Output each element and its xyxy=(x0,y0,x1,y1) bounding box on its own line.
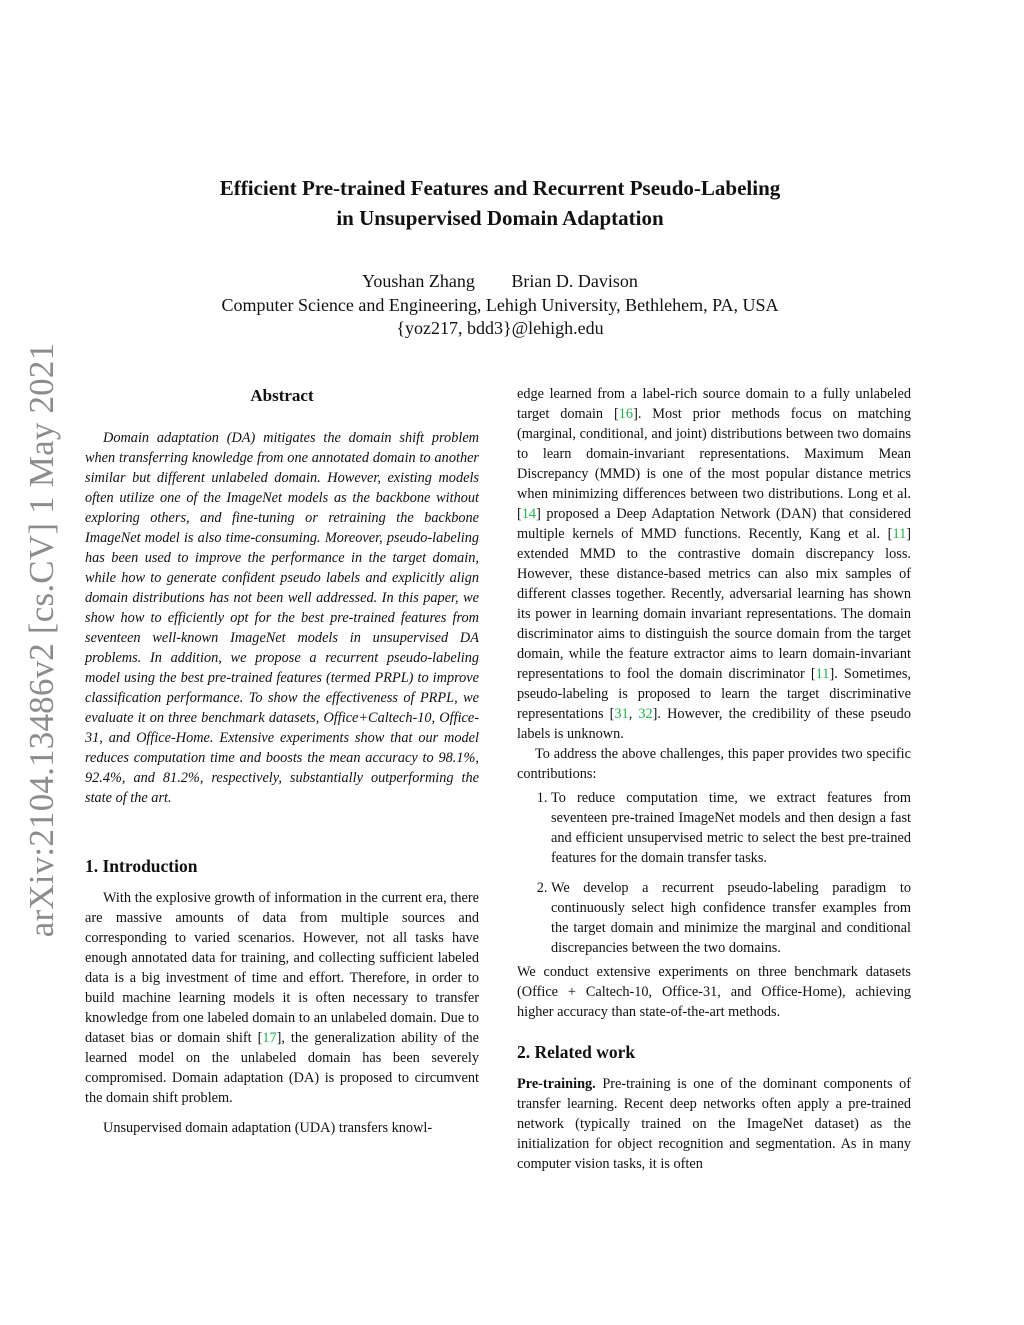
section-heading-related-work: 2. Related work xyxy=(517,1042,636,1062)
affiliation: Computer Science and Engineering, Lehigh University, Bethlehem, PA, USA xyxy=(221,294,779,315)
text-run: ] proposed a Deep Adaptation Network (DAN) that considered multiple kernels of MMD functions. Recently, Kang et al. [ xyxy=(517,506,911,542)
contributions-list xyxy=(517,788,911,958)
intro-paragraph-4: We conduct extensive experiments on three benchmark datasets (Office + Caltech-10, Office-31, and Office-Home), achieving higher accuracy than state-of-the-art methods. xyxy=(517,964,911,1020)
title-line-2: in Unsupervised Domain Adaptation xyxy=(336,206,664,230)
text-run: , xyxy=(628,706,639,722)
author-email: {yoz217, bdd3}@lehigh.edu xyxy=(396,318,604,338)
citation-link[interactable]: 31 xyxy=(614,706,629,722)
author-block xyxy=(150,270,850,341)
abstract-text: Domain adaptation (DA) mitigates the domain shift problem when transferring knowledge from one annotated domain to another similar but different unlabeled domain. However, existing models often utilize one of the ImageNet models as the backbone without exploring others, and fine-tuning or retraining the backbone ImageNet model is also time-consuming. Moreover, pseudo-labeling has been used to improve the performance in the target domain, while how to generate confident pseudo labels and explicitly align domain distributions has not been well addressed. In this paper, we show how to efficiently opt for the best pre-trained features from seventeen well-known ImageNet models in unsupervised DA problems. In addition, we propose a recurrent pseudo-labeling model using the best pre-trained features (termed PRPL) to improve classification performance. To show the effectiveness of PRPL, we evaluate it on three benchmark datasets, Office+Caltech-10, Office-31, and Office-Home. Extensive experiments show that our model reduces computation time and boosts the mean accuracy to 98.1%, 92.4%, and 81.2%, respectively, substantially outperforming the state of the art. xyxy=(85,430,479,806)
list-item: 2. We develop a recurrent pseudo-labeling paradigm to continuously select high confidence transfer examples from the target domain and minimize the marginal and conditional discrepancies between the two domains. xyxy=(551,878,911,958)
text-run: Pre-training is one of the dominant components of transfer learning. Recent deep networks often apply a pre-trained network (typically trained on the ImageNet dataset) as the initialization for object recognition and segmentation. As in many computer vision tasks, it is often xyxy=(517,1076,911,1172)
text-run: ], the generalization ability of the learned model on the unlabeled domain has been severely compromised. Domain adaptation (DA) is proposed to circumvent the domain shift problem. xyxy=(85,1030,479,1106)
abstract-heading: Abstract xyxy=(250,386,314,405)
paragraph-label: Pre-training. xyxy=(517,1076,596,1092)
related-work-paragraph xyxy=(517,1074,911,1174)
citation-link[interactable]: 11 xyxy=(892,526,907,542)
section-heading-introduction: 1. Introduction xyxy=(85,856,198,876)
citation-link[interactable]: 11 xyxy=(815,666,830,682)
text-run: ]. Most prior methods focus on matching (marginal, conditional, and joint) distributions between two domains to learn domain-invariant representations. Maximum Mean Discrepancy (MMD) is one of the most popular distance metrics when minimizing differences between two distributions. Long et al. [ xyxy=(517,406,911,522)
intro-paragraph-1 xyxy=(85,888,479,1108)
text-run: edge learned from a label-rich source domain to a fully unlabeled target domain [ xyxy=(517,386,911,422)
citation-link[interactable]: 16 xyxy=(618,406,634,422)
list-item: 1. To reduce computation time, we extract features from seventeen pre-trained ImageNet models and then design a fast and efficient unsupervised metric to select the best pre-trained features for the domain transfer tasks. xyxy=(551,788,911,868)
intro-paragraph-2-continued xyxy=(517,384,911,744)
text-run: ]. However, the credibility of these pseudo labels is unknown. xyxy=(517,706,911,742)
text-run: ]. Sometimes, pseudo-labeling is proposed to learn the target discriminative representations [ xyxy=(517,666,911,722)
left-column xyxy=(85,384,479,1138)
intro-paragraph-2-start: Unsupervised domain adaptation (UDA) transfers knowl- xyxy=(103,1120,433,1136)
text-run: ] extended MMD to the contrastive domain discrepancy loss. However, these distance-based metrics can also mix samples of different classes together. Recently, adversarial learning has shown its power in learning domain invariant representations. The domain discriminator aims to distinguish the source domain from the target domain, while the feature extractor aims to learn domain-invariant representations to fool the domain discriminator [ xyxy=(517,526,911,682)
title-block xyxy=(150,173,850,233)
citation-link[interactable]: 14 xyxy=(521,506,537,522)
arxiv-identifier: arXiv:2104.13486v2 [cs.CV] 1 May 2021 xyxy=(22,342,61,938)
author-names xyxy=(150,270,850,294)
citation-link[interactable]: 17 xyxy=(262,1030,277,1046)
intro-paragraph-3: To address the above challenges, this paper provides two specific contributions: xyxy=(517,746,911,782)
title-line-1: Efficient Pre-trained Features and Recurrent Pseudo-Labeling xyxy=(219,176,781,200)
author-name: Youshan Zhang xyxy=(362,271,475,291)
author-name: Brian D. Davison xyxy=(511,271,638,291)
citation-link[interactable]: 32 xyxy=(638,706,653,722)
right-column xyxy=(517,384,911,1174)
text-run: With the explosive growth of information in the current era, there are massive amounts of data from multiple sources and corresponding to varied scenarios. However, not all tasks have enough annotated data for training, and collecting sufficient labeled data is a big investment of time and effort. Therefore, in order to build machine learning models it is often necessary to transfer knowledge from one labeled domain to an unlabeled domain. Due to dataset bias or domain shift [ xyxy=(85,890,479,1046)
paper-title xyxy=(150,173,850,233)
